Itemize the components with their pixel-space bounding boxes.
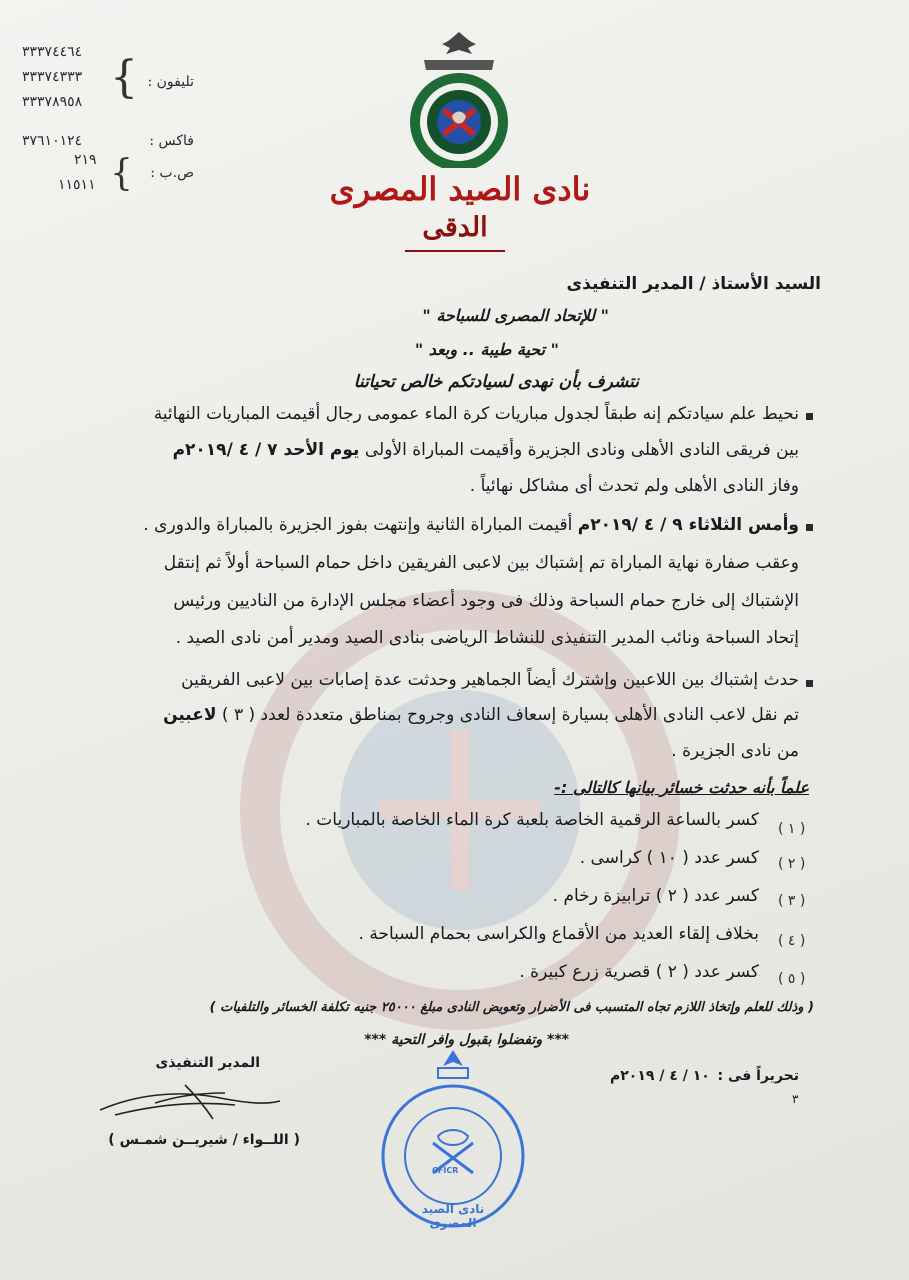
pobox-brace: { [110, 153, 133, 194]
greeting-honor: نتشرف بأن نهدى لسيادتكم خالص تحياتنا [353, 372, 639, 392]
match-1-date: يوم الأحد ٧ / ٤ /٢٠١٩م [172, 440, 360, 460]
paragraph-1-line: وفاز النادى الأهلى ولم تحدث أى مشاكل نهائياً . [469, 476, 799, 496]
losses-item-number: ( ٣ ) [778, 893, 806, 909]
losses-item-number: ( ٤ ) [778, 933, 806, 949]
losses-item-number: ( ٥ ) [778, 971, 806, 987]
date-value: ١٠ / ٤ / ٢٠١٩م [610, 1068, 710, 1084]
phone-number: ٣٣٣٧٨٩٥٨ [22, 94, 83, 110]
bullet-icon [806, 524, 813, 531]
recipient-title: السيد الأستاذ / المدير التنفيذى [566, 274, 821, 294]
phone-number: ٣٣٣٧٤٤٦٤ [22, 44, 83, 60]
paragraph-2-line: الإشتباك إلى خارج حمام السباحة وذلك فى وجود أعضاء مجلس الإدارة من الناديين ورئيس [173, 591, 799, 611]
phone-number: ٣٣٣٧٤٣٣٣ [22, 69, 83, 85]
match-2-date: وأمس الثلاثاء ٩ / ٤ /٢٠١٩م [577, 515, 799, 535]
losses-item-text: كسر عدد ( ٢ ) قصرية زرع كبيرة . [519, 962, 759, 982]
paragraph-1-line [99, 440, 799, 460]
pobox-code: ١١٥١١ [58, 177, 96, 193]
paragraph-1-text: بين فريقى النادى الأهلى ونادى الجزيرة وأقيمت المباراة الأولى [359, 440, 799, 460]
paragraph-3-line [99, 705, 799, 725]
losses-heading: علماً بأنه حدثت خسائر بيانها كالتالى :- [554, 778, 809, 797]
signature-scribble [95, 1075, 285, 1125]
club-logo-icon [404, 30, 514, 168]
pobox-number: ٢١٩ [74, 152, 97, 168]
paragraph-2-text: أقيمت المباراة الثانية وإنتهت بفوز الجزيرة بالمباراة والدورى . [143, 515, 578, 535]
closing-statement: ( وذلك للعلم وإتخاذ اللازم تجاه المتسبب فى الأضرار وتعويض النادى مبلغ ٢٥٠٠٠ جنيه تكلفة الخسائر والتلفيات ) [209, 1000, 814, 1015]
paragraph-3-line: حدث إشتباك بين اللاعبين وإشترك أيضاً الجماهير وحدثت عدة إصابات بين لاعبى الفريقين [181, 670, 799, 690]
recipient-org: " للإتحاد المصرى للسباحة " [422, 306, 609, 325]
paragraph-1-line: نحيط علم سيادتكم إنه طبقاً لجدول مباريات كرة الماء عمومى رجال أقيمت المباريات النهائية [153, 404, 799, 424]
signatory-title: المدير التنفيذى [155, 1055, 260, 1071]
losses-item-number: ( ٢ ) [778, 856, 806, 872]
club-branch: الدقى [422, 212, 488, 243]
fax-label: فاكس : [149, 133, 194, 149]
page-number: ٣ [792, 1092, 799, 1106]
paragraph-3-line: من نادى الجزيرة . [671, 741, 799, 761]
club-name: نادى الصيد المصرى [329, 170, 591, 208]
paragraph-2-line: إتحاد السباحة ونائب المدير التنفيذى للنشاط الرياضى بنادى الصيد ومدير أمن نادى الصيد . [175, 628, 799, 648]
losses-item-text: كسر عدد ( ٢ ) ترابيزة رخام . [552, 886, 759, 906]
paragraph-2-line [99, 515, 799, 535]
stamp-ring-text: نادى الصيد المصرى [421, 1202, 485, 1230]
players-word: لاعبين [163, 705, 217, 725]
closing-regards: *** وتفضلوا بقبول وافر التحية *** [364, 1032, 569, 1048]
losses-item-text: بخلاف إلقاء العديد من الأقماع والكراسى بحمام السباحة . [358, 924, 759, 944]
paragraph-3-text: تم نقل لاعب النادى الأهلى بسيارة إسعاف النادى وجروح بمناطق متعددة لعدد ( ٣ ) [216, 705, 799, 725]
fax-number: ٣٧٦١٠١٢٤ [22, 133, 83, 149]
branch-underline [405, 250, 505, 252]
greeting: " تحية طيبة .. وبعد " [414, 340, 559, 359]
losses-item-text: كسر بالساعة الرقمية الخاصة بلعبة كرة الماء الخاصة بالمباريات . [305, 810, 759, 830]
paragraph-2-line: وعقب صفارة نهاية المباراة تم إشتباك بين لاعبى الفريقين داخل حمام السباحة أولاً ثم إنتقل [163, 553, 799, 573]
phone-label: تليفون : [147, 74, 194, 90]
losses-item-number: ( ١ ) [778, 821, 806, 837]
pobox-label: ص.ب : [150, 165, 194, 181]
stamp-code: CFICR [432, 1166, 459, 1175]
bullet-icon [806, 413, 813, 420]
signatory-name: ( اللــواء / شيريــن شمـس ) [108, 1132, 300, 1148]
losses-item-text: كسر عدد ( ١٠ ) كراسى . [579, 848, 759, 868]
date-label: تحريراً فى : [717, 1068, 799, 1084]
phone-brace: { [110, 52, 138, 103]
bullet-icon [806, 680, 813, 687]
